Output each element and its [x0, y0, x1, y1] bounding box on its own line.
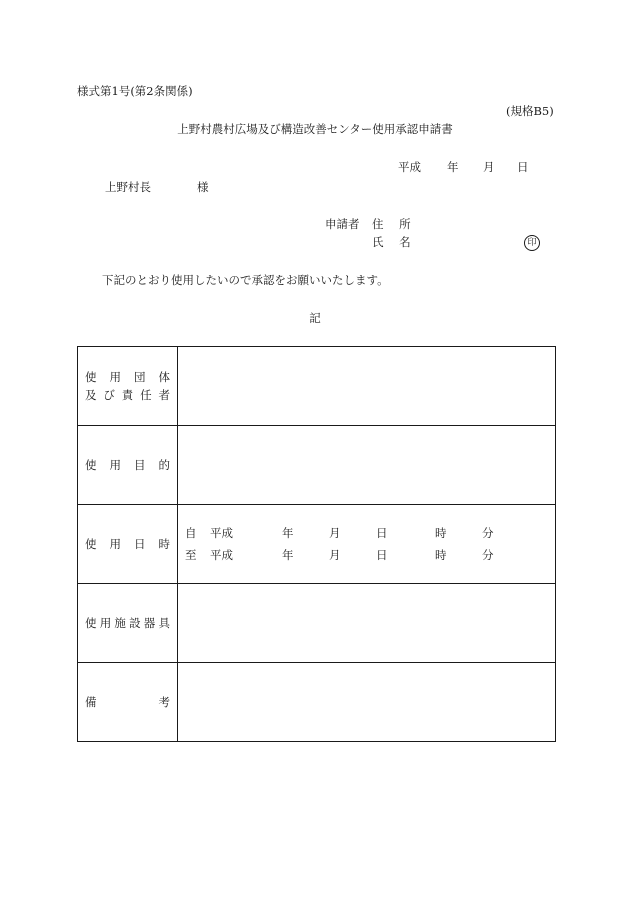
date-day-unit: 日	[517, 160, 529, 174]
applicant-label: 申請者	[325, 217, 360, 231]
date-year-unit: 年	[447, 160, 459, 174]
table-row-purpose	[78, 426, 556, 505]
date-month-unit: 月	[483, 160, 495, 174]
request-text: 下記のとおり使用したいので承認をお願いいたします。	[102, 273, 389, 287]
ki-heading: 記	[309, 311, 321, 325]
field-organization[interactable]	[178, 347, 556, 426]
field-remarks[interactable]	[178, 663, 556, 742]
name-label: 氏 名	[372, 235, 417, 249]
label-facilities: 使 用 施 設 器 具	[78, 584, 178, 663]
field-purpose[interactable]	[178, 426, 556, 505]
document-title: 上野村農村広場及び構造改善センター使用承認申請書	[177, 122, 453, 136]
table-row-remarks	[78, 663, 556, 742]
date-era: 平成	[398, 160, 421, 174]
datetime-from-row: 自 平成 年 月 日 時 分	[185, 526, 494, 540]
datetime-to-row: 至 平成 年 月 日 時 分	[185, 548, 494, 562]
label-datetime: 使 用 日 時	[78, 505, 178, 584]
form-number: 様式第1号(第2条関係)	[77, 84, 193, 98]
table-row-facilities	[78, 584, 556, 663]
addressee-honorific: 様	[197, 180, 209, 194]
label-organization: 使 用 団 体 及 び 責 任 者	[78, 347, 178, 426]
field-datetime[interactable]	[178, 505, 556, 584]
table-row-organization	[78, 347, 556, 426]
label-purpose: 使 用 目 的	[78, 426, 178, 505]
application-table	[77, 346, 556, 742]
label-remarks: 備 考	[78, 663, 178, 742]
seal-mark: 印	[524, 235, 540, 251]
size-spec: (規格B5)	[506, 104, 554, 118]
field-facilities[interactable]	[178, 584, 556, 663]
addressee-name: 上野村長	[105, 180, 151, 194]
table-row-datetime	[78, 505, 556, 584]
address-label: 住 所	[372, 217, 417, 231]
